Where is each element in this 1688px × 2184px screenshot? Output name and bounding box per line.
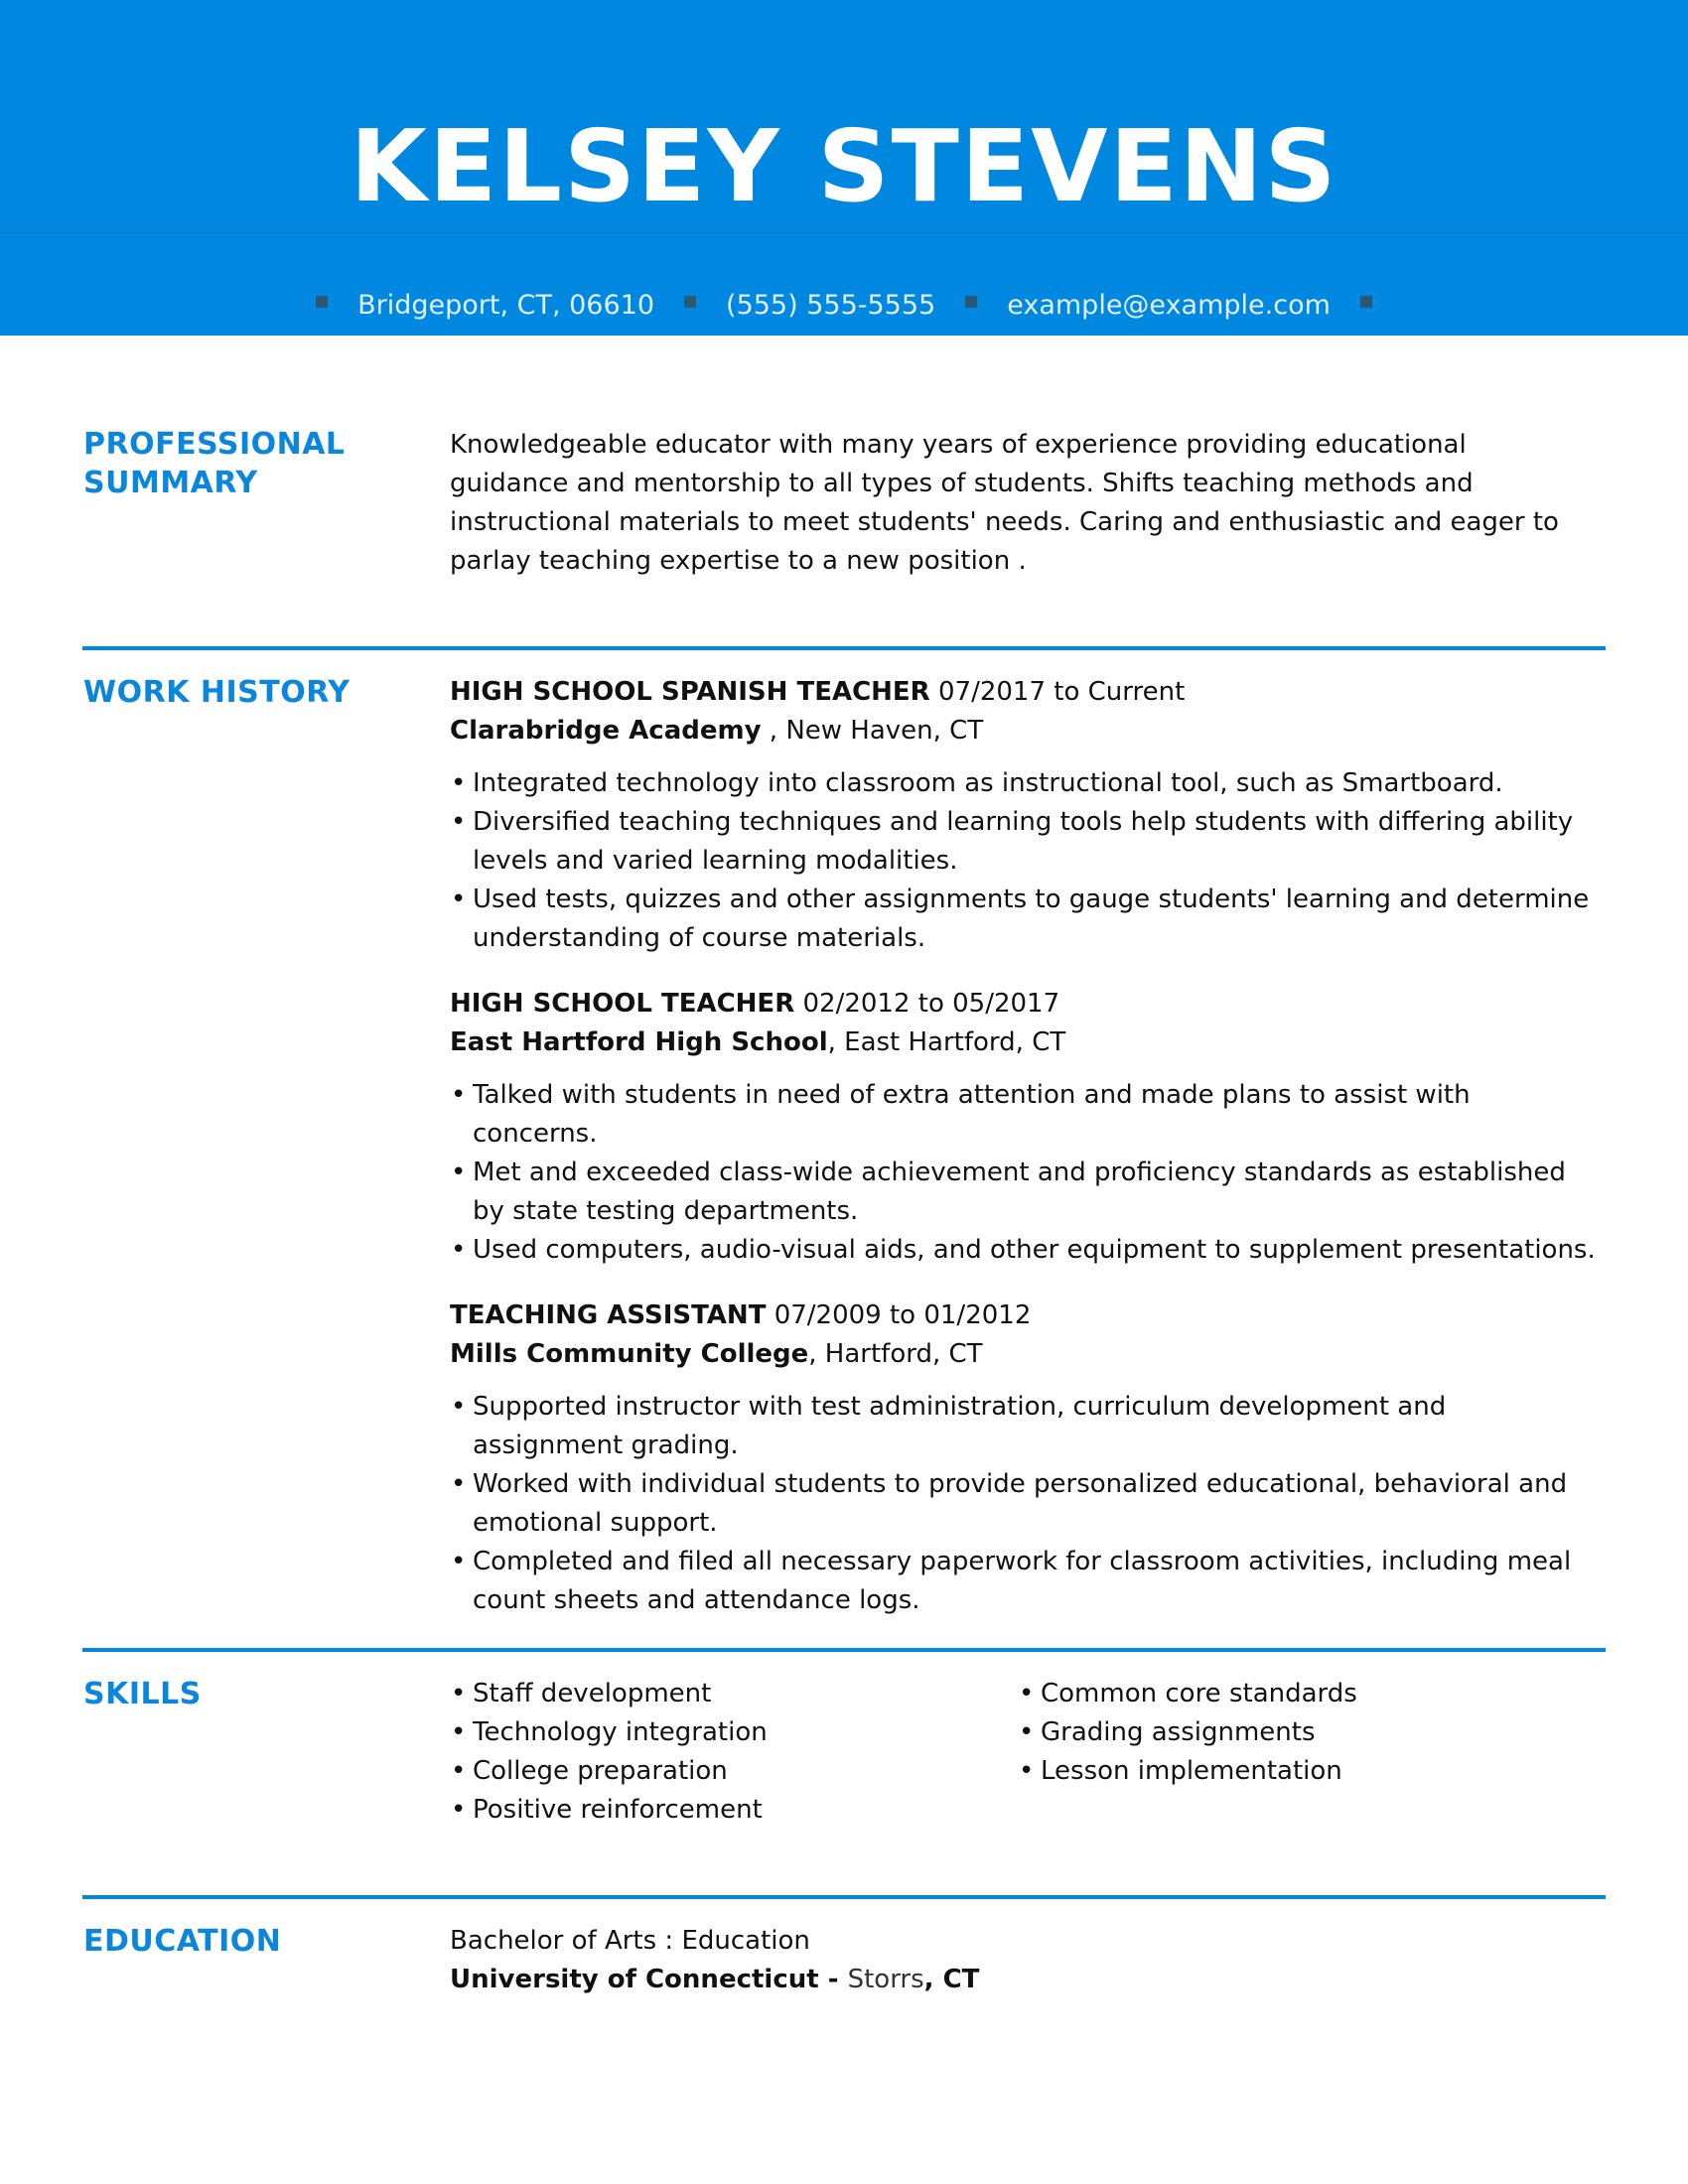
education-city: Storrs	[847, 1965, 924, 1994]
section-divider	[82, 646, 1606, 650]
education-entry	[450, 1922, 1602, 1999]
section-divider	[82, 1648, 1606, 1652]
list-item: • Lesson implementation	[1018, 1752, 1574, 1791]
list-item: • Staff development	[450, 1675, 1006, 1713]
job-bullets	[450, 764, 1602, 958]
job-dates: 07/2017 to Current	[937, 677, 1186, 707]
job-location: , East Hartford, CT	[827, 1027, 1066, 1057]
list-item: • Integrated technology into classroom as instructional tool, such as Smartboard.	[450, 764, 1602, 803]
job-heading	[450, 673, 1602, 712]
header-divider	[0, 232, 1688, 234]
work-history-list	[450, 673, 1602, 1647]
list-item: • Completed and filed all necessary paperwork for classroom activities, including meal count sheets and attendance logs.	[450, 1543, 1602, 1620]
square-bullet-icon	[316, 296, 328, 308]
education-school-line	[450, 1961, 1602, 1999]
job-employer-line	[450, 1024, 1602, 1062]
job-heading	[450, 985, 1602, 1024]
education-title: EDUCATION	[83, 1924, 282, 1959]
candidate-name: KELSEY STEVENS	[350, 108, 1338, 224]
education-school: University of Connecticut	[450, 1965, 819, 1994]
list-item: • Technology integration	[450, 1713, 1006, 1752]
list-item: • Talked with students in need of extra attention and made plans to assist with concerns.	[450, 1076, 1602, 1154]
job-entry	[450, 1297, 1602, 1620]
job-position: HIGH SCHOOL TEACHER	[450, 989, 795, 1019]
list-item: • Common core standards	[1018, 1675, 1574, 1713]
contact-email: example@example.com	[1007, 289, 1331, 321]
work-history-title: WORK HISTORY	[83, 675, 351, 710]
job-location: , New Haven, CT	[761, 716, 984, 746]
job-position: HIGH SCHOOL SPANISH TEACHER	[450, 677, 930, 707]
job-employer: East Hartford High School	[450, 1027, 828, 1057]
job-entry	[450, 673, 1602, 958]
summary-text: Knowledgeable educator with many years of experience providing educational guidance and mentorship to all types of students. Shifts teaching methods and instructional materials to meet students' needs. Caring and enthusiastic and eager to parlay teaching expertise to a new position .	[450, 430, 1559, 576]
list-item: • College preparation	[450, 1752, 1006, 1791]
job-bullets	[450, 1076, 1602, 1270]
job-dates: 02/2012 to 05/2017	[802, 989, 1060, 1019]
job-employer: Clarabridge Academy	[450, 716, 762, 746]
list-item: • Met and exceeded class-wide achievement and proficiency standards as established by state testing departments.	[450, 1154, 1602, 1231]
skills-column-right	[1018, 1675, 1574, 1791]
job-employer: Mills Community College	[450, 1339, 809, 1369]
skills-title: SKILLS	[83, 1677, 202, 1711]
contact-bar	[0, 283, 1688, 327]
job-employer-line	[450, 1335, 1602, 1374]
list-item: • Supported instructor with test administration, curriculum development and assignment grading.	[450, 1388, 1602, 1465]
education-degree: Bachelor of Arts : Education	[450, 1926, 810, 1956]
square-bullet-icon	[684, 296, 696, 308]
section-divider	[82, 1895, 1606, 1899]
job-dates: 07/2009 to 01/2012	[774, 1300, 1032, 1330]
education-separator: -	[818, 1965, 848, 1994]
summary-title	[83, 425, 411, 502]
job-bullets	[450, 1388, 1602, 1620]
list-item: • Used computers, audio-visual aids, and other equipment to supplement presentations.	[450, 1231, 1602, 1270]
job-employer-line	[450, 712, 1602, 751]
list-item: • Diversified teaching techniques and learning tools help students with differing ability levels and varied learning modalities.	[450, 803, 1602, 881]
summary-title-line2: SUMMARY	[83, 466, 258, 500]
contact-phone: (555) 555-5555	[726, 289, 936, 321]
summary-title-line1: PROFESSIONAL	[83, 427, 346, 462]
education-state: , CT	[923, 1965, 980, 1994]
job-heading	[450, 1297, 1602, 1335]
list-item: • Worked with individual students to provide personalized educational, behavioral and emotional support.	[450, 1465, 1602, 1543]
job-entry	[450, 985, 1602, 1270]
list-item: • Used tests, quizzes and other assignments to gauge students' learning and determine understanding of course materials.	[450, 881, 1602, 958]
square-bullet-icon	[965, 296, 977, 308]
contact-address: Bridgeport, CT, 06610	[357, 289, 655, 321]
job-position: TEACHING ASSISTANT	[450, 1300, 767, 1330]
list-item: • Grading assignments	[1018, 1713, 1574, 1752]
job-location: , Hartford, CT	[808, 1339, 983, 1369]
list-item: • Positive reinforcement	[450, 1791, 1006, 1830]
skills-column-left	[450, 1675, 1006, 1830]
square-bullet-icon	[1360, 296, 1372, 308]
